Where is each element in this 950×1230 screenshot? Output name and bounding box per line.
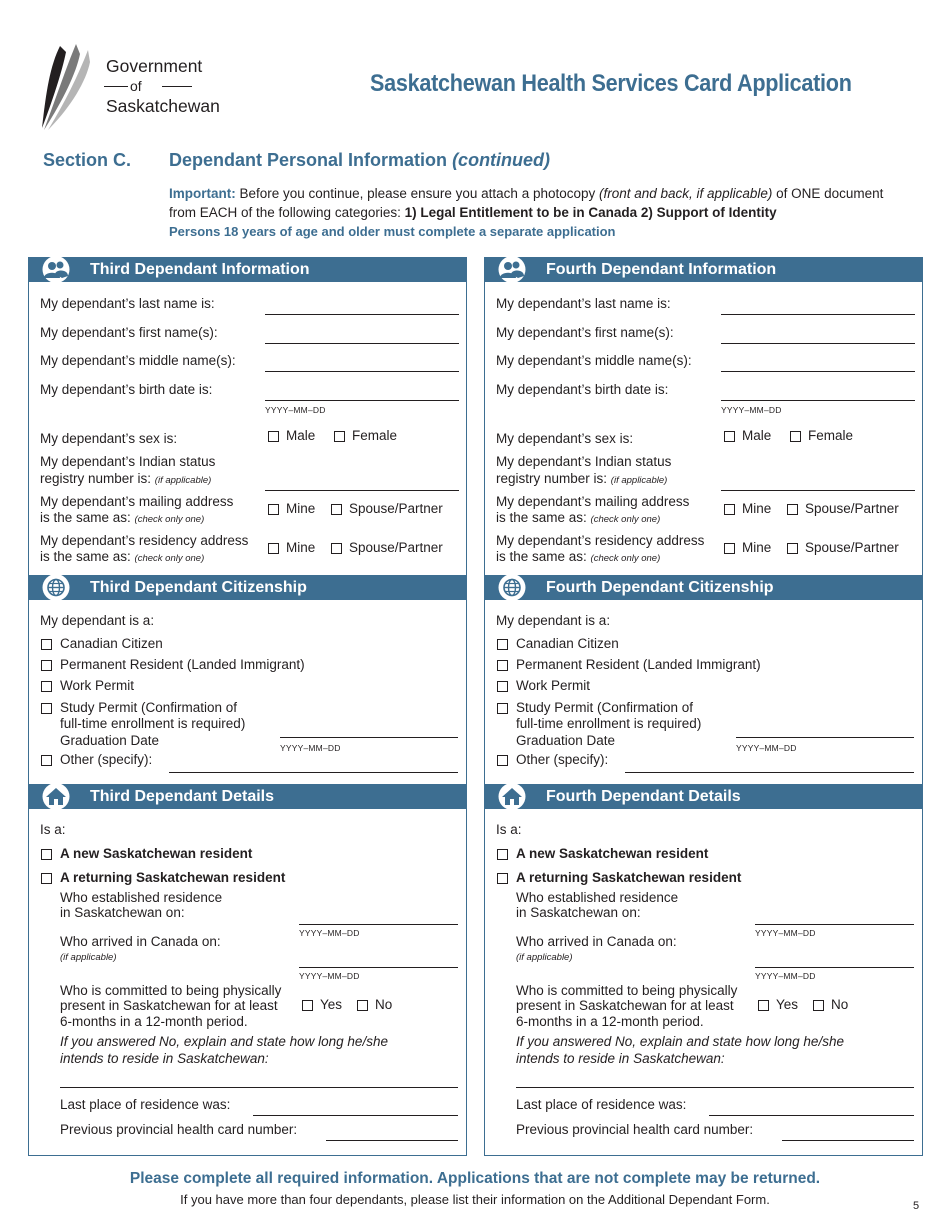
fourth-citizenship-title: Fourth Dependant Citizenship [546,579,774,596]
committed-label-1: Who is committed to being physically [516,983,738,998]
mailing-label-1: My dependant’s mailing address [496,494,690,509]
mailing-label-2 [40,510,204,528]
other-checkbox[interactable] [41,755,52,766]
prev-card-field[interactable] [782,1140,914,1141]
male-label: Male [286,428,316,443]
mailing-label-2 [496,510,660,528]
mailing-check-one: (check only one) [590,514,661,525]
last-name-field[interactable] [265,314,459,315]
committed-label-1: Who is committed to being physically [60,983,282,998]
citizen-checkbox[interactable] [497,639,508,650]
explain-field[interactable] [60,1087,458,1088]
residency-spouse-label: Spouse/Partner [805,540,899,555]
study-label-2: full-time enrollment is required) [60,716,246,731]
globe-icon [494,574,530,601]
citizen-label: Canadian Citizen [516,636,619,651]
middle-name-label: My dependant’s middle name(s): [496,353,692,368]
explain-label-2: intends to reside in Saskatchewan: [60,1051,269,1066]
fourth-details-title: Fourth Dependant Details [546,788,741,805]
status-label-2 [496,471,667,489]
permanent-checkbox[interactable] [41,660,52,671]
section-suffix: (continued) [452,150,551,170]
residency-check-one: (check only one) [590,553,661,564]
status-number-field[interactable] [265,490,459,491]
residency-mine-checkbox[interactable] [268,543,279,554]
age-note: Persons 18 years of age and older must complete a separate application [169,224,616,239]
yes-checkbox[interactable] [758,1000,769,1011]
citizen-checkbox[interactable] [41,639,52,650]
mailing-mine-checkbox[interactable] [724,504,735,515]
established-label-1: Who established residence [60,890,223,905]
mailing-label-1: My dependant’s mailing address [40,494,234,509]
residency-label-2-text: is the same as: [40,549,135,564]
established-label-2: in Saskatchewan on: [60,905,185,920]
graduation-label: Graduation Date [516,733,616,748]
house-icon [494,783,530,810]
mailing-mine-label: Mine [286,501,316,516]
returning-label: A returning Saskatchewan resident [516,870,742,885]
residency-spouse-checkbox[interactable] [787,543,798,554]
logo-line3: Saskatchewan [106,96,220,116]
committed-label-3: 6-months in a 12-month period. [60,1014,248,1029]
residency-spouse-checkbox[interactable] [331,543,342,554]
government-logo [38,42,238,132]
section-label: Section C. [43,150,132,170]
female-label: Female [808,428,854,443]
no-checkbox[interactable] [813,1000,824,1011]
house-icon [38,783,74,810]
explain-field[interactable] [516,1087,914,1088]
yes-label: Yes [320,997,343,1012]
is-a-label: My dependant is a: [496,613,611,628]
prev-card-field[interactable] [326,1140,458,1141]
birth-date-label: My dependant’s birth date is: [496,382,669,397]
committed-label-3: 6-months in a 12-month period. [516,1014,704,1029]
citizen-label: Canadian Citizen [60,636,163,651]
last-place-field[interactable] [253,1115,458,1116]
fourth-info-title: Fourth Dependant Information [546,261,777,278]
status-label-1: My dependant’s Indian status [496,454,672,469]
other-label: Other (specify): [516,752,609,767]
last-name-label: My dependant’s last name is: [496,296,671,311]
established-date-format: YYYY–MM–DD [755,928,816,938]
new-resident-label: A new Saskatchewan resident [60,846,253,861]
section-title: Dependant Personal Information [169,150,448,170]
residency-label-2 [496,549,660,567]
fourth-info-header [484,257,923,282]
section-heading [43,150,550,171]
established-date-field[interactable] [299,924,458,925]
residency-check-one: (check only one) [134,553,205,564]
fourth-details-header [484,784,923,809]
established-label-2: in Saskatchewan on: [516,905,641,920]
graduation-date-field[interactable] [280,737,458,738]
no-checkbox[interactable] [357,1000,368,1011]
first-name-label: My dependant’s first name(s): [40,325,218,340]
work-checkbox[interactable] [497,681,508,692]
third-citizenship-title: Third Dependant Citizenship [90,579,307,596]
third-citizenship-header [28,575,467,600]
status-if-applicable: (if applicable) [610,475,668,486]
arrived-if-applicable: (if applicable) [60,952,117,963]
last-name-field[interactable] [721,314,915,315]
established-label-1: Who established residence [516,890,679,905]
graduation-date-field[interactable] [736,737,914,738]
prev-card-label: Previous provincial health card number: [60,1122,298,1137]
study-label-1: Study Permit (Confirmation of [60,700,238,715]
status-label-2-text: registry number is: [40,471,155,486]
status-if-applicable: (if applicable) [154,475,212,486]
study-checkbox[interactable] [497,703,508,714]
committed-label-2: present in Saskatchewan for at least [60,998,278,1013]
important-text2: of ONE document from EACH of the following categories: [169,186,884,220]
work-checkbox[interactable] [41,681,52,692]
established-date-format: YYYY–MM–DD [299,928,360,938]
mailing-mine-checkbox[interactable] [268,504,279,515]
mailing-spouse-checkbox[interactable] [787,504,798,515]
male-checkbox[interactable] [268,431,279,442]
footer-note: If you have more than four dependants, please list their information on the Additional Dependant Form. [180,1192,770,1207]
logo-line2: of [106,76,220,96]
prev-card-label: Previous provincial health card number: [516,1122,754,1137]
graduation-label: Graduation Date [60,733,160,748]
residency-mine-label: Mine [742,540,772,555]
third-info-title: Third Dependant Information [90,261,310,278]
study-checkbox[interactable] [41,703,52,714]
other-checkbox[interactable] [497,755,508,766]
male-label: Male [742,428,772,443]
mailing-label-2-text: is the same as: [40,510,135,525]
middle-name-field[interactable] [265,371,459,372]
important-notice [169,184,909,241]
arrived-date-field[interactable] [755,967,914,968]
status-label-2 [40,471,211,489]
people-icon [494,256,530,283]
mailing-spouse-label: Spouse/Partner [805,501,899,516]
explain-label-1: If you answered No, explain and state how long he/she [60,1034,388,1049]
arrived-label: Who arrived in Canada on: [60,934,221,949]
study-label-1: Study Permit (Confirmation of [516,700,694,715]
third-dependant-panel [28,257,467,1156]
fourth-dependant-panel [484,257,923,1156]
last-place-field[interactable] [709,1115,914,1116]
birth-date-field[interactable] [721,400,915,401]
status-label-1: My dependant’s Indian status [40,454,216,469]
work-label: Work Permit [60,678,135,693]
residency-label-2-text: is the same as: [496,549,591,564]
yes-label: Yes [776,997,799,1012]
arrived-label: Who arrived in Canada on: [516,934,677,949]
important-label: Important: [169,186,236,201]
permanent-label: Permanent Resident (Landed Immigrant) [516,657,761,672]
status-label-2-text: registry number is: [496,471,611,486]
permanent-checkbox[interactable] [497,660,508,671]
no-label: No [831,997,849,1012]
arrived-if-applicable: (if applicable) [516,952,573,963]
committed-label-2: present in Saskatchewan for at least [516,998,734,1013]
fourth-citizenship-header [484,575,923,600]
arrived-date-format: YYYY–MM–DD [299,971,360,981]
sex-label: My dependant’s sex is: [40,431,178,446]
graduation-date-format: YYYY–MM–DD [736,743,797,753]
graduation-date-format: YYYY–MM–DD [280,743,341,753]
explain-label-1: If you answered No, explain and state how long he/she [516,1034,844,1049]
other-label: Other (specify): [60,752,153,767]
third-details-title: Third Dependant Details [90,788,275,805]
mailing-label-2-text: is the same as: [496,510,591,525]
is-a-short-label: Is a: [496,822,522,837]
residency-mine-label: Mine [286,540,316,555]
is-a-short-label: Is a: [40,822,66,837]
mailing-spouse-checkbox[interactable] [331,504,342,515]
returning-checkbox[interactable] [41,873,52,884]
last-name-label: My dependant’s last name is: [40,296,215,311]
mailing-mine-label: Mine [742,501,772,516]
other-specify-field[interactable] [625,772,914,773]
first-name-field[interactable] [721,343,915,344]
is-a-label: My dependant is a: [40,613,155,628]
saskatchewan-logo-icon [38,42,108,132]
explain-label-2: intends to reside in Saskatchewan: [516,1051,725,1066]
returning-checkbox[interactable] [497,873,508,884]
logo-line1: Government [106,56,203,76]
footer-warning: Please complete all required information. Applications that are not complete may be returned. [129,1170,821,1187]
no-label: No [375,997,393,1012]
arrived-date-field[interactable] [299,967,458,968]
middle-name-field[interactable] [721,371,915,372]
new-resident-checkbox[interactable] [41,849,52,860]
mailing-check-one: (check only one) [134,514,205,525]
arrived-date-format: YYYY–MM–DD [755,971,816,981]
important-paren: (front and back, if applicable) [599,186,773,201]
female-checkbox[interactable] [334,431,345,442]
document-title: Saskatchewan Health Services Card Application [370,70,852,97]
birth-date-label: My dependant’s birth date is: [40,382,213,397]
residency-label-2 [40,549,204,567]
mailing-spouse-label: Spouse/Partner [349,501,443,516]
new-resident-checkbox[interactable] [497,849,508,860]
yes-checkbox[interactable] [302,1000,313,1011]
returning-label: A returning Saskatchewan resident [60,870,286,885]
status-number-field[interactable] [721,490,915,491]
sex-label: My dependant’s sex is: [496,431,634,446]
first-name-field[interactable] [265,343,459,344]
first-name-label: My dependant’s first name(s): [496,325,674,340]
female-checkbox[interactable] [790,431,801,442]
birth-date-field[interactable] [265,400,459,401]
work-label: Work Permit [516,678,591,693]
residency-label-1: My dependant’s residency address [40,533,249,548]
last-place-label: Last place of residence was: [516,1097,687,1112]
globe-icon [38,574,74,601]
middle-name-label: My dependant’s middle name(s): [40,353,236,368]
residency-mine-checkbox[interactable] [724,543,735,554]
residency-label-1: My dependant’s residency address [496,533,705,548]
birth-date-format: YYYY–MM–DD [721,405,782,415]
residency-spouse-label: Spouse/Partner [349,540,443,555]
important-categories: 1) Legal Entitlement to be in Canada 2) Support of Identity [404,205,777,220]
last-place-label: Last place of residence was: [60,1097,231,1112]
birth-date-format: YYYY–MM–DD [265,405,326,415]
page-number: 5 [913,1200,920,1212]
female-label: Female [352,428,398,443]
study-label-2: full-time enrollment is required) [516,716,702,731]
established-date-field[interactable] [755,924,914,925]
third-details-header [28,784,467,809]
other-specify-field[interactable] [169,772,458,773]
important-text1: Before you continue, please ensure you attach a photocopy [235,186,599,201]
permanent-label: Permanent Resident (Landed Immigrant) [60,657,305,672]
third-info-header [28,257,467,282]
new-resident-label: A new Saskatchewan resident [516,846,709,861]
male-checkbox[interactable] [724,431,735,442]
people-icon [38,256,74,283]
